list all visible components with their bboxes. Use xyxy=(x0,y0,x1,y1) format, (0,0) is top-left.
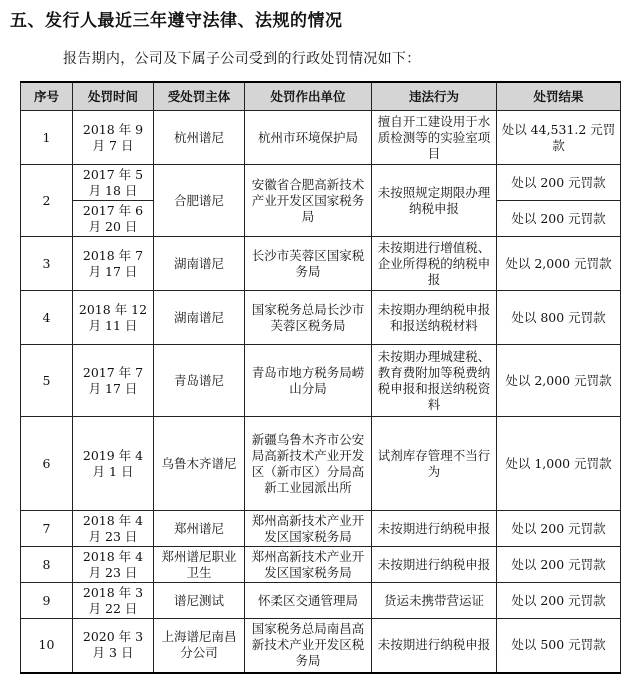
cell-result: 处以 2,000 元罚款 xyxy=(497,237,621,291)
cell-entity: 杭州谱尼 xyxy=(154,111,245,165)
cell-authority: 怀柔区交通管理局 xyxy=(245,583,372,619)
penalty-table xyxy=(20,81,621,674)
cell-time: 2017 年 7 月 17 日 xyxy=(73,345,154,417)
cell-result: 处以 200 元罚款 xyxy=(497,165,621,201)
cell-no: 9 xyxy=(21,583,73,619)
cell-entity: 湖南谱尼 xyxy=(154,237,245,291)
cell-violation: 擅自开工建设用于水质检测等的实验室项目 xyxy=(372,111,497,165)
cell-violation: 未按期进行纳税申报 xyxy=(372,547,497,583)
cell-violation: 未按期进行纳税申报 xyxy=(372,619,497,673)
cell-no: 7 xyxy=(21,511,73,547)
cell-authority: 长沙市芙蓉区国家税务局 xyxy=(245,237,372,291)
cell-time: 2018 年 12 月 11 日 xyxy=(73,291,154,345)
cell-no: 1 xyxy=(21,111,73,165)
cell-result: 处以 200 元罚款 xyxy=(497,547,621,583)
table-header-row xyxy=(21,82,621,111)
cell-result: 处以 200 元罚款 xyxy=(497,201,621,237)
cell-no: 8 xyxy=(21,547,73,583)
cell-time: 2019 年 4 月 1 日 xyxy=(73,417,154,511)
cell-violation: 未按期办理纳税申报和报送纳税材料 xyxy=(372,291,497,345)
cell-violation: 货运未携带营运证 xyxy=(372,583,497,619)
section-title: 五、发行人最近三年遵守法律、法规的情况 xyxy=(10,11,343,31)
cell-entity: 谱尼测试 xyxy=(154,583,245,619)
header-violation: 违法行为 xyxy=(372,82,497,111)
table-row xyxy=(21,619,621,673)
header-no: 序号 xyxy=(21,82,73,111)
cell-authority: 青岛市地方税务局崂山分局 xyxy=(245,345,372,417)
cell-entity: 上海谱尼南昌分公司 xyxy=(154,619,245,673)
header-entity: 受处罚主体 xyxy=(154,82,245,111)
table-row xyxy=(21,291,621,345)
cell-entity: 湖南谱尼 xyxy=(154,291,245,345)
cell-time: 2018 年 7 月 17 日 xyxy=(73,237,154,291)
table-row xyxy=(21,583,621,619)
cell-result: 处以 1,000 元罚款 xyxy=(497,417,621,511)
cell-violation: 未按期进行纳税申报 xyxy=(372,511,497,547)
cell-authority: 郑州高新技术产业开发区国家税务局 xyxy=(245,547,372,583)
table-row xyxy=(21,111,621,165)
cell-time: 2020 年 3 月 3 日 xyxy=(73,619,154,673)
cell-no: 5 xyxy=(21,345,73,417)
cell-violation: 未按期进行增值税、企业所得税的纳税申报 xyxy=(372,237,497,291)
cell-authority: 郑州高新技术产业开发区国家税务局 xyxy=(245,511,372,547)
cell-no: 10 xyxy=(21,619,73,673)
table-row xyxy=(21,237,621,291)
cell-no: 2 xyxy=(21,165,73,237)
cell-time: 2018 年 4 月 23 日 xyxy=(73,547,154,583)
cell-result: 处以 2,000 元罚款 xyxy=(497,345,621,417)
cell-entity: 青岛谱尼 xyxy=(154,345,245,417)
cell-no: 3 xyxy=(21,237,73,291)
cell-authority: 国家税务总局长沙市芙蓉区税务局 xyxy=(245,291,372,345)
cell-result: 处以 200 元罚款 xyxy=(497,511,621,547)
cell-result: 处以 800 元罚款 xyxy=(497,291,621,345)
cell-time: 2017 年 5 月 18 日 xyxy=(73,165,154,201)
cell-violation: 未按期办理城建税、教育费附加等税费纳税申报和报送纳税资料 xyxy=(372,345,497,417)
cell-authority: 新疆乌鲁木齐市公安局高新技术产业开发区（新市区）分局高新工业园派出所 xyxy=(245,417,372,511)
header-result: 处罚结果 xyxy=(497,82,621,111)
cell-authority: 杭州市环境保护局 xyxy=(245,111,372,165)
cell-no: 4 xyxy=(21,291,73,345)
table-row xyxy=(21,547,621,583)
cell-time: 2018 年 9 月 7 日 xyxy=(73,111,154,165)
cell-no: 6 xyxy=(21,417,73,511)
cell-result: 处以 44,531.2 元罚款 xyxy=(497,111,621,165)
table-row xyxy=(21,345,621,417)
cell-time: 2018 年 3 月 22 日 xyxy=(73,583,154,619)
intro-paragraph: 报告期内，公司及下属子公司受到的行政处罚情况如下： xyxy=(63,51,421,67)
table-row xyxy=(21,417,621,511)
cell-result: 处以 500 元罚款 xyxy=(497,619,621,673)
cell-entity: 合肥谱尼 xyxy=(154,165,245,237)
cell-authority: 安徽省合肥高新技术产业开发区国家税务局 xyxy=(245,165,372,237)
cell-authority: 国家税务总局南昌高新技术产业开发区税务局 xyxy=(245,619,372,673)
table-row xyxy=(21,165,621,201)
table-row xyxy=(21,511,621,547)
cell-entity: 乌鲁木齐谱尼 xyxy=(154,417,245,511)
cell-entity: 郑州谱尼职业卫生 xyxy=(154,547,245,583)
header-authority: 处罚作出单位 xyxy=(245,82,372,111)
cell-violation: 试剂库存管理不当行为 xyxy=(372,417,497,511)
cell-time: 2018 年 4 月 23 日 xyxy=(73,511,154,547)
cell-time: 2017 年 6 月 20 日 xyxy=(73,201,154,237)
cell-violation: 未按照规定期限办理纳税申报 xyxy=(372,165,497,237)
cell-entity: 郑州谱尼 xyxy=(154,511,245,547)
header-time: 处罚时间 xyxy=(73,82,154,111)
cell-result: 处以 200 元罚款 xyxy=(497,583,621,619)
